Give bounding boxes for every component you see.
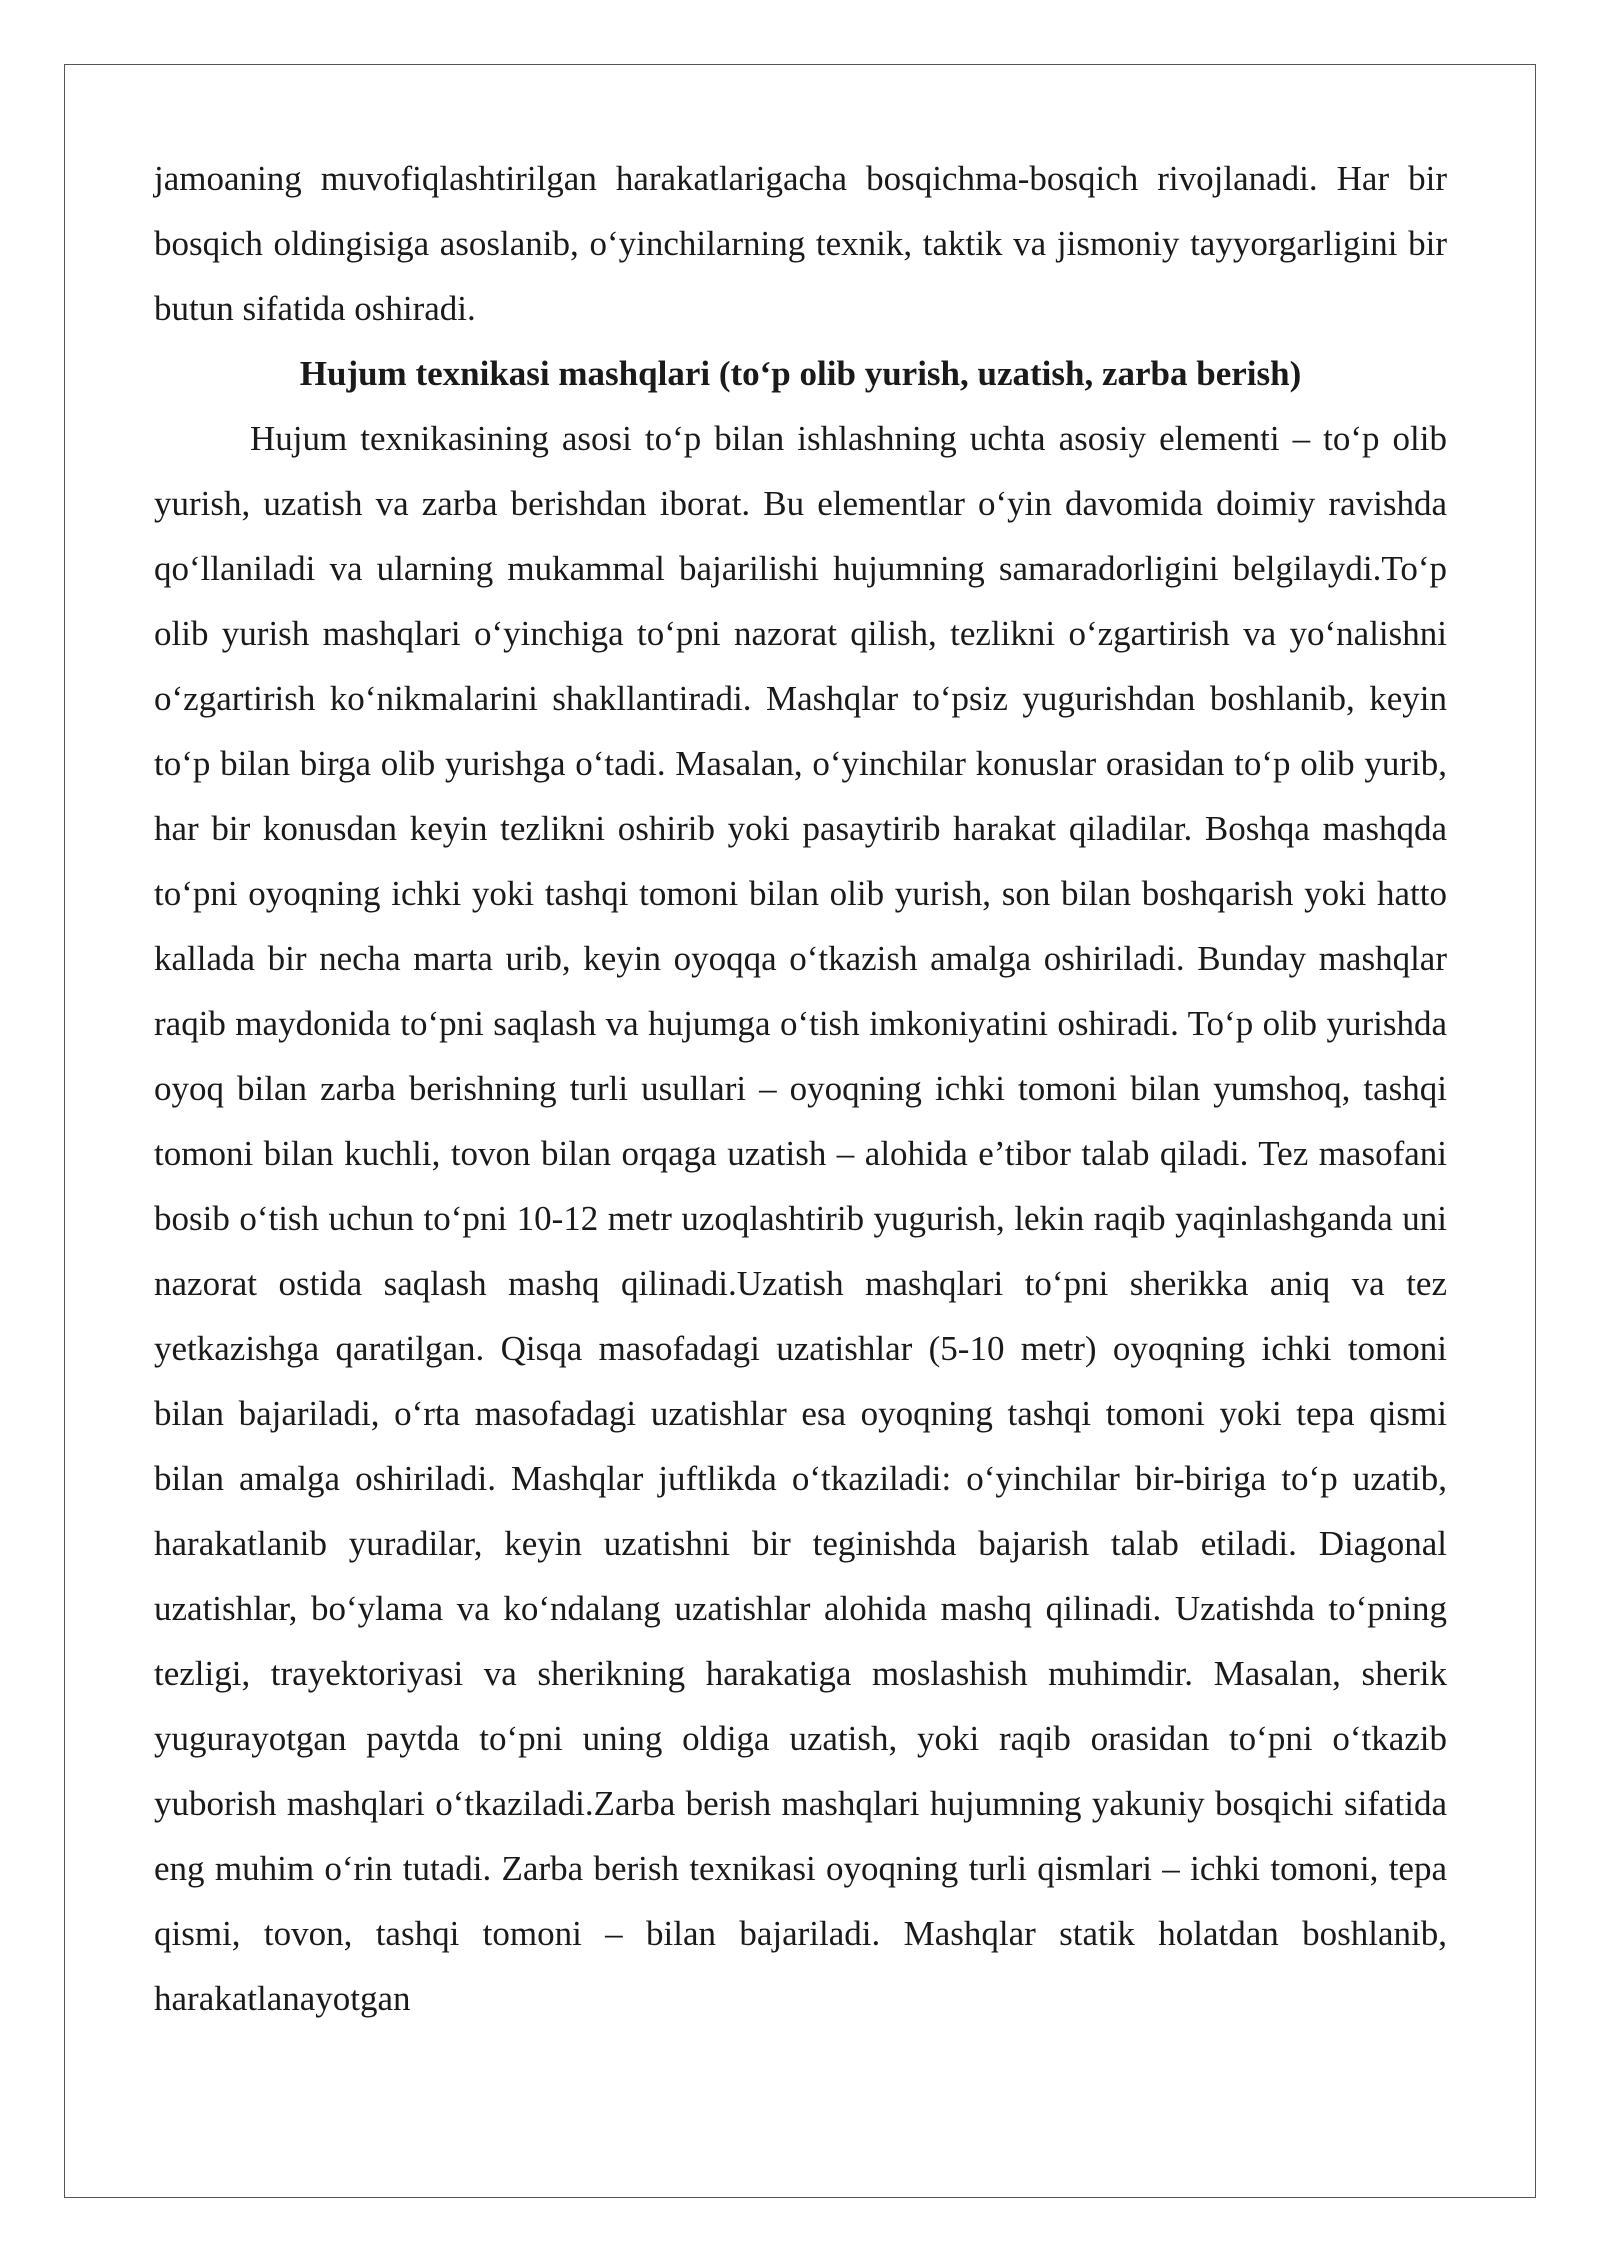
intro-continuation-paragraph: jamoaning muvofiqlashtirilgan harakatlarigacha bosqichma-bosqich rivojlanadi. Har bir bosqich oldingisiga asoslanib, o‘yinchilarning texnik, taktik va jismoniy tayyorgarligini bir butun sifatida oshiradi.: [154, 159, 1447, 328]
document-body: [154, 146, 1447, 2031]
section-heading: Hujum texnikasi mashqlari (to‘p olib yurish, uzatish, zarba berish): [299, 354, 1302, 393]
main-body-paragraph: Hujum texnikasining asosi to‘p bilan ishlashning uchta asosiy elementi – to‘p olib yurish, uzatish va zarba berishdan iborat. Bu elementlar o‘yin davomida doimiy ravishda qo‘llaniladi va ularning mukammal bajarilishi hujumning samaradorligini belgilaydi.To‘p olib yurish mashqlari o‘yinchiga to‘pni nazorat qilish, tezlikni o‘zgartirish va yo‘nalishni o‘zgartirish ko‘nikmalarini shakllantiradi. Mashqlar to‘psiz yugurishdan boshlanib, keyin to‘p bilan birga olib yurishga o‘tadi. Masalan, o‘yinchilar konuslar orasidan to‘p olib yurib, har bir konusdan keyin tezlikni oshirib yoki pasaytirib harakat qiladilar. Boshqa mashqda to‘pni oyoqning ichki yoki tashqi tomoni bilan olib yurish, son bilan boshqarish yoki hatto kallada bir necha marta urib, keyin oyoqqa o‘tkazish amalga oshiriladi. Bunday mashqlar raqib maydonida to‘pni saqlash va hujumga o‘tish imkoniyatini oshiradi. To‘p olib yurishda oyoq bilan zarba berishning turli usullari – oyoqning ichki tomoni bilan yumshoq, tashqi tomoni bilan kuchli, tovon bilan orqaga uzatish – alohida e’tibor talab qiladi. Tez masofani bosib o‘tish uchun to‘pni 10-12 metr uzoqlashtirib yugurish, lekin raqib yaqinlashganda uni nazorat ostida saqlash mashq qilinadi.Uzatish mashqlari to‘pni sherikka aniq va tez yetkazishga qaratilgan. Qisqa masofadagi uzatishlar (5-10 metr) oyoqning ichki tomoni bilan bajariladi, o‘rta masofadagi uzatishlar esa oyoqning tashqi tomoni yoki tepa qismi bilan amalga oshiriladi. Mashqlar juftlikda o‘tkaziladi: o‘yinchilar bir-biriga to‘p uzatib, harakatlanib yuradilar, keyin uzatishni bir teginishda bajarish talab etiladi. Diagonal uzatishlar, bo‘ylama va ko‘ndalang uzatishlar alohida mashq qilinadi. Uzatishda to‘pning tezligi, trayektoriyasi va sherikning harakatiga moslashish muhimdir. Masalan, sherik yugurayotgan paytda to‘pni uning oldiga uzatish, yoki raqib orasidan to‘pni o‘tkazib yuborish mashqlari o‘tkaziladi.Zarba berish mashqlari hujumning yakuniy bosqichi sifatida eng muhim o‘rin tutadi. Zarba berish texnikasi oyoqning turli qismlari – ichki tomoni, tepa qismi, tovon, tashqi tomoni – bilan bajariladi. Mashqlar statik holatdan boshlanib, harakatlanayotgan: [154, 419, 1447, 2018]
